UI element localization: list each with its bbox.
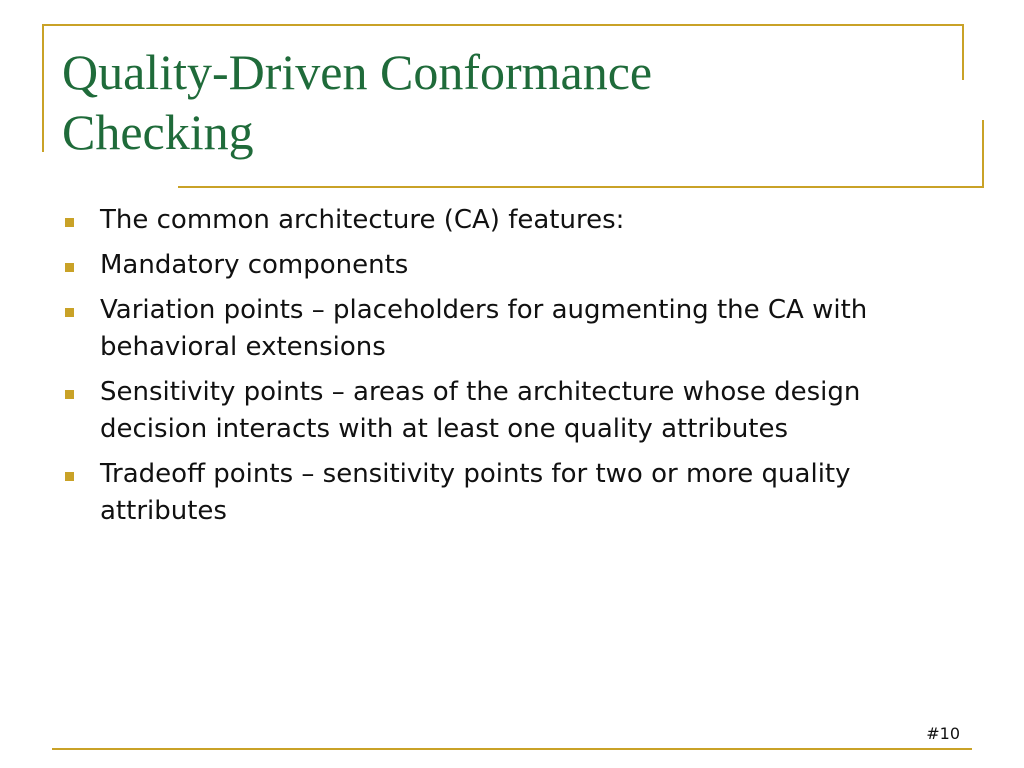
square-bullet-icon (65, 218, 74, 227)
frame-left-rule (42, 24, 44, 152)
footer-rule (52, 748, 972, 750)
frame-top-right-rule (962, 24, 964, 80)
slide-title-line-1: Quality-Driven Conformance (62, 44, 653, 100)
square-bullet-icon (65, 263, 74, 272)
page-number: #10 (926, 724, 960, 743)
frame-mid-right-rule (982, 120, 984, 188)
bullet-text: Sensitivity points – areas of the architecture whose design decision interacts with at least one quality attributes (100, 377, 861, 444)
square-bullet-icon (65, 472, 74, 481)
bullet-item (62, 202, 972, 239)
bullet-item (62, 292, 972, 366)
bullet-item (62, 456, 972, 530)
bullet-item (62, 374, 972, 448)
bullet-item (62, 247, 972, 284)
slide-title (62, 42, 652, 162)
bullet-text: The common architecture (CA) features: (100, 205, 625, 235)
bullet-text: Tradeoff points – sensitivity points for two or more quality attributes (100, 459, 851, 526)
square-bullet-icon (65, 308, 74, 317)
slide-title-line-2: Checking (62, 104, 254, 160)
square-bullet-icon (65, 390, 74, 399)
frame-top-rule (42, 24, 964, 26)
bullet-text: Mandatory components (100, 250, 409, 280)
bullet-text: Variation points – placeholders for augmenting the CA with behavioral extensions (100, 295, 868, 362)
bullet-list (62, 202, 972, 538)
frame-title-underline (178, 186, 984, 188)
